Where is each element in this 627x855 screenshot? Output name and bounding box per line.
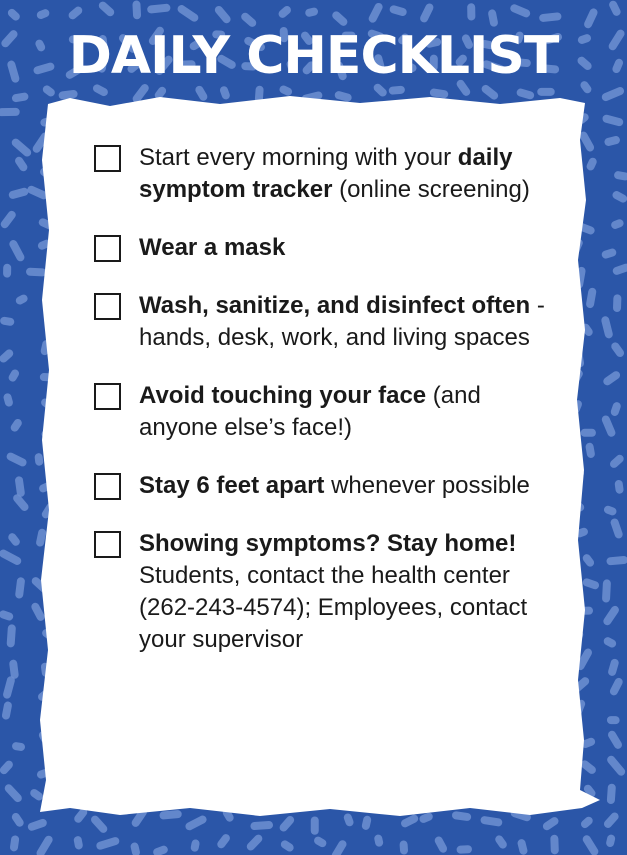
- checklist-item: [94, 528, 554, 656]
- checkbox-6[interactable]: [94, 531, 121, 558]
- checklist-item: [94, 290, 554, 354]
- checklist: [94, 142, 554, 656]
- checklist-item: [94, 142, 554, 206]
- checklist-item-text: Wear a mask: [139, 234, 286, 261]
- checklist-item-text: Showing symptoms? Stay home! Students, contact the health center (262-243-4574); Employees, contact your supervisor: [139, 530, 528, 653]
- checklist-item-text: Wash, sanitize, and disinfect often - hands, desk, work, and living spaces: [139, 292, 545, 351]
- checklist-item: [94, 470, 554, 502]
- checkbox-4[interactable]: [94, 383, 121, 410]
- checklist-item-text: Stay 6 feet apart whenever possible: [139, 472, 530, 499]
- checklist-item: [94, 232, 554, 264]
- checklist-item: [94, 380, 554, 444]
- checkbox-5[interactable]: [94, 473, 121, 500]
- checkbox-1[interactable]: [94, 145, 121, 172]
- checkbox-2[interactable]: [94, 235, 121, 262]
- checkbox-3[interactable]: [94, 293, 121, 320]
- page-title: DAILY CHECKLIST: [68, 26, 559, 86]
- checklist-item-text: Start every morning with your daily symptom tracker (online screening): [139, 144, 530, 203]
- checklist-item-text: Avoid touching your face (and anyone else’s face!): [139, 382, 481, 441]
